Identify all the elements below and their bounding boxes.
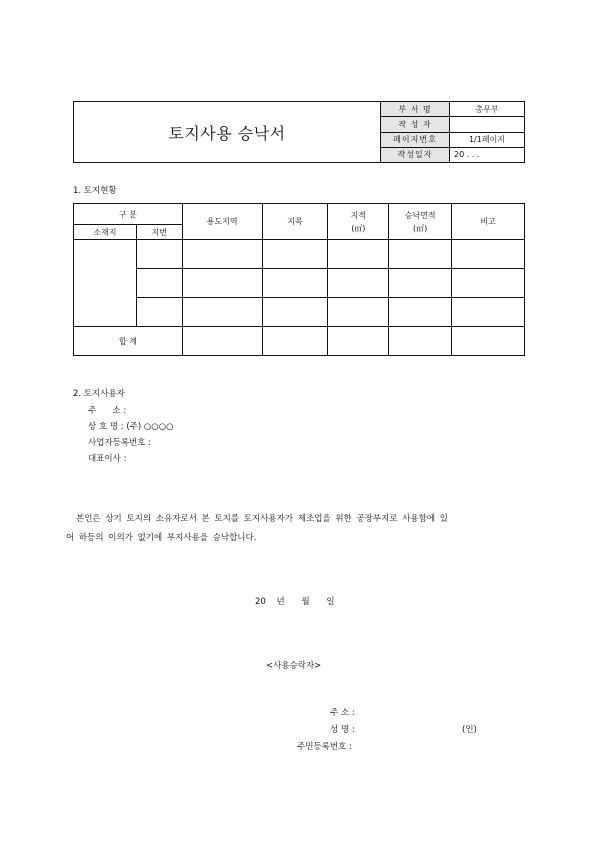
signer-resident-number-label: 주민등록번호 : <box>297 742 352 752</box>
total-row <box>74 327 525 356</box>
table-cell <box>262 269 328 298</box>
consent-statement <box>66 510 536 548</box>
table-cell <box>328 327 389 356</box>
user-ceo-value: : <box>123 454 127 464</box>
location-cell <box>74 240 137 327</box>
header-label-author: 작 성 자 <box>381 117 450 132</box>
header-lot-number: 지번 <box>136 225 182 240</box>
header-area-unit: (㎡) <box>351 223 366 233</box>
section1-title: 1. 토지현황 <box>73 186 117 196</box>
table-cell <box>452 240 525 269</box>
table-cell <box>389 298 452 327</box>
header-location: 소재지 <box>74 225 137 240</box>
table-cell <box>389 327 452 356</box>
header-label-department: 부 서 명 <box>381 102 450 117</box>
user-business-number-value: : <box>148 438 152 448</box>
header-category: 구 분 <box>74 204 183 225</box>
table-cell <box>389 269 452 298</box>
user-company-label: 상 호 명 <box>88 422 119 432</box>
consent-statement-line2: 어 하등의 이의가 없기에 부지사용을 승낙합니다. <box>66 533 257 543</box>
table-cell <box>452 298 525 327</box>
user-address-value: : <box>123 406 127 416</box>
user-address-field <box>88 404 126 416</box>
table-row <box>74 240 525 269</box>
date-month-unit: 월 <box>301 597 310 607</box>
total-label: 합 계 <box>74 327 183 356</box>
table-cell <box>262 327 328 356</box>
header-area-label: 지적 <box>350 210 367 220</box>
header-approved-area-label: 승낙면적 <box>404 210 436 220</box>
table-cell <box>182 298 262 327</box>
table-row <box>74 298 525 327</box>
header-approved-area-unit: (㎡) <box>413 223 428 233</box>
header-value-author <box>450 117 525 132</box>
signer-seal: (인) <box>462 725 477 735</box>
user-address-label: 주 소 <box>88 406 121 416</box>
header-land-category: 지목 <box>262 204 328 240</box>
user-company-value: : (주) ○○○○ <box>120 422 174 432</box>
user-company-field <box>88 420 174 432</box>
table-cell <box>452 327 525 356</box>
table-cell <box>136 240 182 269</box>
consent-statement-line1: 본인은 상기 토지의 소유자로서 본 토지를 토지사용자가 제조업을 위한 공장부지로 사용함에 있 <box>76 514 448 524</box>
table-cell <box>452 269 525 298</box>
header-zoning: 용도지역 <box>182 204 262 240</box>
table-cell <box>182 240 262 269</box>
user-business-number-label: 사업자등록번호 <box>88 438 146 448</box>
header-remarks: 비고 <box>452 204 525 240</box>
signer-name-label: 성 명 : <box>330 725 355 735</box>
table-cell <box>328 269 389 298</box>
date-day-unit: 일 <box>326 597 335 607</box>
user-ceo-label: 대표이사 <box>88 454 121 464</box>
table-cell <box>182 327 262 356</box>
table-cell <box>136 298 182 327</box>
date-year-unit: 년 <box>276 597 285 607</box>
section2-title: 2. 토지사용자 <box>73 389 125 399</box>
table-cell <box>136 269 182 298</box>
header-label-page-number: 페이지번호 <box>381 132 450 147</box>
header-approved-area <box>389 204 452 240</box>
table-cell <box>262 298 328 327</box>
table-cell <box>328 240 389 269</box>
header-value-page-number: 1/1페이지 <box>450 132 525 147</box>
table-cell <box>389 240 452 269</box>
table-cell <box>328 298 389 327</box>
header-area <box>328 204 389 240</box>
signer-address-label: 주 소 : <box>330 708 355 718</box>
date-year: 20 <box>255 597 266 607</box>
table-cell <box>182 269 262 298</box>
header-value-department: 총무부 <box>450 102 525 117</box>
table-row <box>74 269 525 298</box>
document-header-table <box>73 101 525 163</box>
table-cell <box>262 240 328 269</box>
document-title: 토지사용 승낙서 <box>74 102 381 163</box>
user-ceo-field <box>88 452 126 464</box>
header-label-date: 작성일자 <box>381 147 450 162</box>
land-status-table <box>73 203 525 356</box>
header-value-date: 20 . . . <box>450 147 525 162</box>
signer-heading: <사용승락자> <box>266 661 322 671</box>
user-business-number-field <box>88 436 151 448</box>
date-line <box>255 595 345 607</box>
